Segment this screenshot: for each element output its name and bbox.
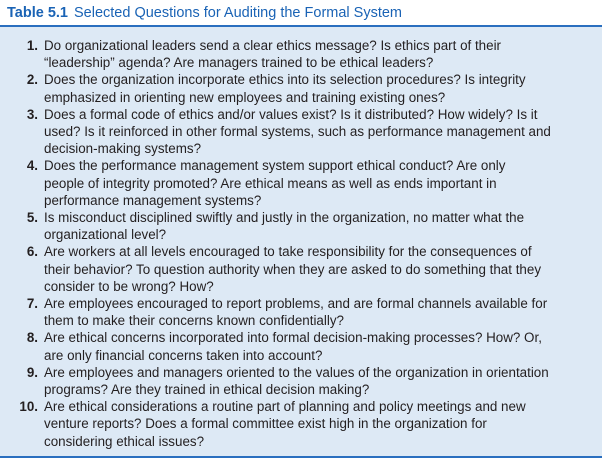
question-number: 8.	[26, 330, 38, 346]
question-text-line: Does a formal code of ethics and/or values exist? Is it distributed? How widely? Is it	[44, 106, 538, 122]
question-number: 6.	[26, 244, 38, 260]
question-text-line: are only financial concerns taken into account?	[44, 347, 323, 363]
question-text-line: Are ethical considerations a routine part of planning and policy meetings and new	[44, 399, 526, 415]
question-item	[0, 37, 602, 71]
question-text-line: Are ethical concerns incorporated into formal decision-making processes? How? Or,	[44, 330, 542, 346]
question-text-line: Is misconduct disciplined swiftly and justly in the organization, no matter what the	[44, 210, 525, 226]
question-number: 10.	[19, 399, 38, 415]
question-item	[0, 106, 602, 158]
question-text-line: organizational level?	[44, 227, 167, 243]
question-item	[0, 71, 602, 105]
question-text-line: Does the performance management system support ethical conduct? Are only	[44, 158, 506, 174]
question-text-line: Are employees and managers oriented to the values of the organization in orientation	[44, 364, 549, 380]
question-text-line: them to make their concerns known confidentially?	[44, 313, 344, 329]
question-text-line: used? Is it reinforced in other formal systems, such as performance management and	[44, 124, 551, 140]
question-text-line: Are employees encouraged to report problems, and are formal channels available for	[44, 296, 548, 312]
questions-list	[0, 37, 602, 450]
question-text-line: considering ethical issues?	[44, 433, 205, 449]
question-text-line: decision-making systems?	[44, 141, 202, 157]
question-number: 9.	[26, 364, 38, 380]
question-text-line: “leadership” agenda? Are managers trained to be ethical leaders?	[44, 55, 434, 71]
table-title: Selected Questions for Auditing the Formal System	[73, 5, 403, 21]
question-text-line: Does the organization incorporate ethics into its selection procedures? Is integrity	[44, 72, 526, 88]
question-item	[0, 364, 602, 398]
question-text-line: performance management systems?	[44, 192, 262, 208]
question-text-line: Do organizational leaders send a clear ethics message? Is ethics part of their	[44, 38, 502, 53]
table-label: Table 5.1	[7, 5, 68, 21]
question-item	[0, 157, 602, 209]
question-item	[0, 295, 602, 329]
question-item	[0, 209, 602, 243]
question-item	[0, 243, 602, 295]
question-text-line: consider to be wrong? How?	[44, 278, 214, 294]
question-text-line: venture reports? Does a formal committee exist high in the organization for	[44, 416, 487, 432]
question-text-line: programs? Are they trained in ethical decision making?	[44, 382, 370, 398]
question-number: 3.	[26, 106, 38, 122]
question-number: 7.	[26, 296, 38, 312]
bottom-rule	[0, 456, 602, 458]
question-number: 1.	[26, 38, 38, 53]
question-item	[0, 398, 602, 450]
question-text-line: their behavior? To question authority when they are asked to do something that they	[44, 261, 542, 277]
question-number: 5.	[26, 210, 38, 226]
question-text-line: Are workers at all levels encouraged to take responsibility for the consequences of	[44, 244, 532, 260]
question-number: 2.	[26, 72, 38, 88]
question-text-line: emphasized in orienting new employees and training existing ones?	[44, 89, 446, 105]
questions-panel	[0, 27, 602, 457]
question-text-line: people of integrity promoted? Are ethical means as well as ends important in	[44, 175, 497, 191]
question-item	[0, 329, 602, 363]
table-caption	[7, 3, 402, 23]
question-number: 4.	[26, 158, 38, 174]
